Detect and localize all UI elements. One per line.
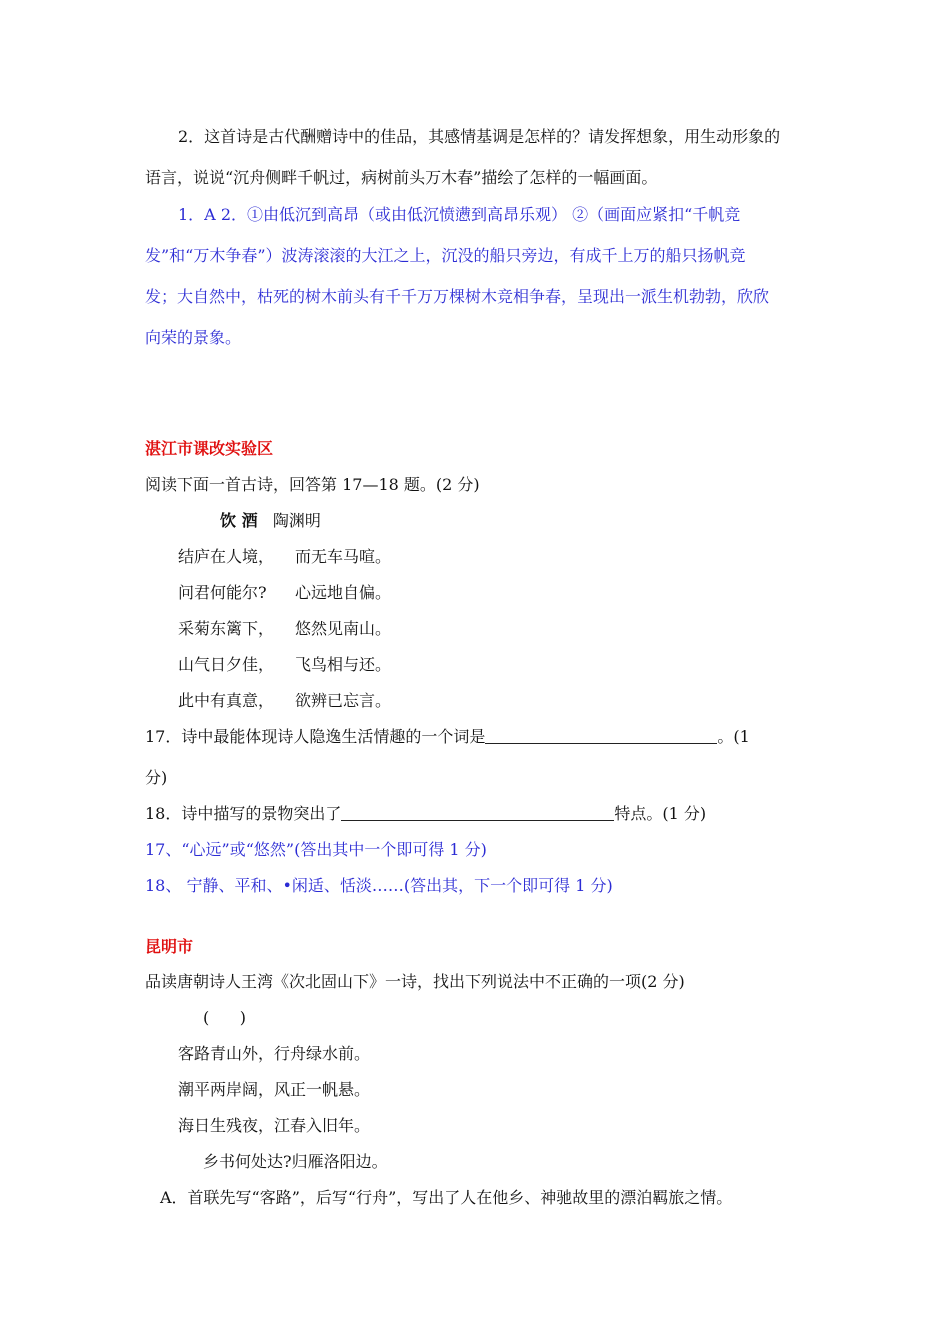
answer-17: 17、“心远”或“悠然”(答出其中一个即可得 1 分) bbox=[145, 840, 487, 859]
question-17: 17．诗中最能体现诗人隐逸生活情趣的一个词是 。(1 bbox=[145, 727, 750, 746]
poem-line: 客路青山外，行舟绿水前。 bbox=[178, 1044, 371, 1063]
question-17-cont: 分) bbox=[145, 768, 168, 787]
question-2-line2: 语言，说说“沉舟侧畔千帆过，病树前头万木春”描绘了怎样的一幅画面。 bbox=[145, 168, 658, 187]
poem-line: 潮平两岸阔，风正一帆悬。 bbox=[178, 1080, 371, 1099]
poem-line: 此中有真意， bbox=[178, 691, 275, 710]
answer-blank-17[interactable] bbox=[485, 727, 717, 744]
poem-line: 问君何能尔? bbox=[178, 583, 267, 602]
answer-blank-18[interactable] bbox=[341, 804, 614, 821]
answer-line3: 发；大自然中，枯死的树木前头有千千万万棵树木竞相争春，呈现出一派生机勃勃，欣欣 bbox=[145, 287, 770, 306]
poem-title-line bbox=[220, 510, 321, 532]
answer-18: 18、 宁静、平和、•闲适、恬淡……(答出其，下一个即可得 1 分) bbox=[145, 876, 613, 895]
poem-author: 陶渊明 bbox=[272, 511, 321, 530]
answer-line4: 向荣的景象。 bbox=[145, 328, 242, 347]
answer-parentheses: ( ) bbox=[203, 1008, 246, 1027]
answer-line1: 1．A 2．①由低沉到高昂（或由低沉愤懑到高昂乐观） ②（画面应紧扣“千帆竞 bbox=[178, 205, 741, 224]
answer-line2: 发”和“万木争春”）波涛滚滚的大江之上，沉没的船只旁边，有成千上万的船只扬帆竞 bbox=[145, 246, 746, 265]
question-2-line1: 2．这首诗是古代酬赠诗中的佳品，其感情基调是怎样的？请发挥想象，用生动形象的 bbox=[178, 127, 781, 146]
poem-line: 飞鸟相与还。 bbox=[295, 655, 392, 674]
poem-line: 而无车马喧。 bbox=[295, 547, 392, 566]
section-intro: 阅读下面一首古诗，回答第 17—18 题。(2 分) bbox=[145, 475, 480, 494]
section-intro-kunming: 品读唐朝诗人王湾《次北固山下》一诗，找出下列说法中不正确的一项(2 分) bbox=[145, 972, 685, 991]
poem-line: 悠然见南山。 bbox=[295, 619, 392, 638]
option-a: A．首联先写“客路”，后写“行舟”，写出了人在他乡、神驰故里的漂泊羁旅之情。 bbox=[160, 1188, 733, 1207]
poem-line: 采菊东篱下， bbox=[178, 619, 275, 638]
poem-line: 欲辨已忘言。 bbox=[295, 691, 392, 710]
poem-line: 山气日夕佳， bbox=[178, 655, 275, 674]
poem-title: 饮 酒 bbox=[220, 511, 258, 530]
poem-line: 海日生残夜，江春入旧年。 bbox=[178, 1116, 371, 1135]
poem-line: 心远地自偏。 bbox=[295, 583, 392, 602]
poem-line: 乡书何处达?归雁洛阳边。 bbox=[203, 1152, 388, 1171]
poem-line: 结庐在人境， bbox=[178, 547, 275, 566]
section-heading-zhanjiang: 湛江市课改实验区 bbox=[145, 439, 274, 458]
section-heading-kunming: 昆明市 bbox=[145, 937, 194, 956]
question-18: 18．诗中描写的景物突出了 特点。(1 分) bbox=[145, 804, 707, 823]
